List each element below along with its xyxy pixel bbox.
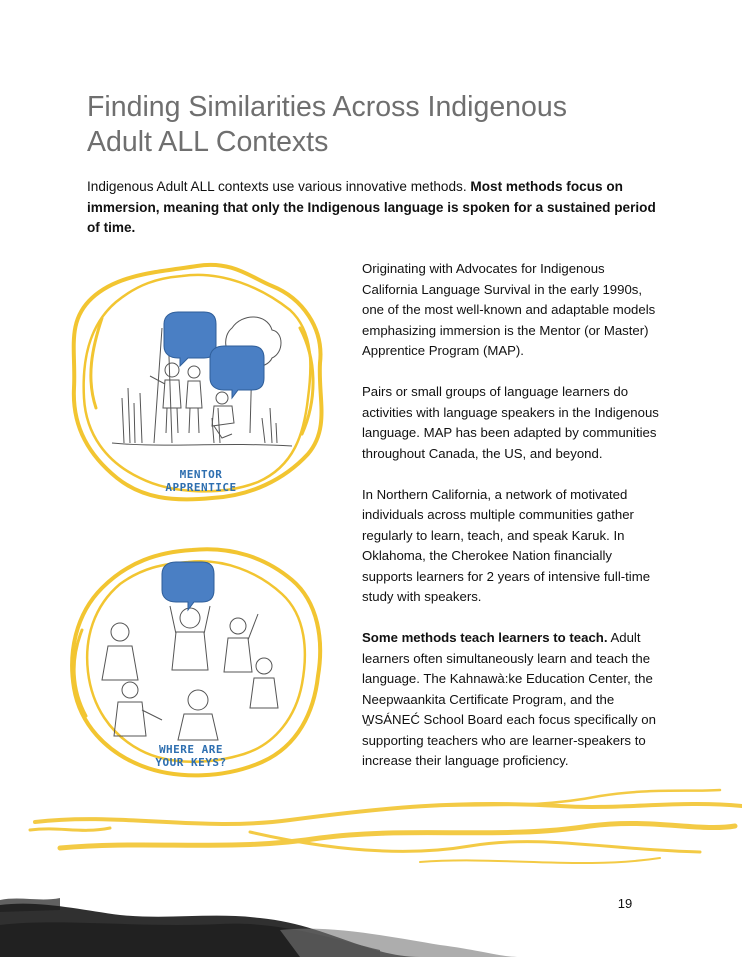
person-body [114,702,162,736]
grass [122,388,277,443]
person-body [186,381,202,433]
person-head [230,618,246,634]
speech-bubble [164,312,216,366]
person-body [150,376,181,433]
person-body [250,678,278,708]
person-body [102,646,138,680]
caption-line: WHERE ARE [158,743,224,756]
caption-line: MENTOR [179,468,223,481]
yellow-halo-ring [84,275,311,492]
person-head [188,366,200,378]
intro-paragraph [87,177,657,239]
ground-line [112,443,292,446]
person-body [178,714,218,740]
paragraph-map-origin: Originating with Advocates for Indigenous California Language Survival in the early 1990s, one of the most well-known and adaptable models emphasizing immersion is the Mentor (or Master) Apprentice Program (MAP). [362,261,656,358]
intro-bold-text: Most methods focus on immersion, meaning that only the Indigenous language is spoken for a sustained period of time. [87,179,656,235]
paragraph-teach-learners [362,628,662,772]
yellow-brush-stroke [30,828,110,830]
yellow-halo-ring [300,328,313,434]
person-head [256,658,272,674]
mentor-apprentice-caption [146,468,256,494]
yellow-brush-stroke [420,858,660,863]
person-body [224,614,258,672]
caption-line: APPRENTICE [165,481,237,494]
intro-plain-text: Indigenous Adult ALL contexts use various innovative methods. [87,179,471,194]
person-head [111,623,129,641]
yellow-brush-stroke [35,804,742,824]
title-line-1: Finding Similarities Across Indigenous [87,91,567,123]
caption-line: YOUR KEYS? [155,756,227,769]
person-body [212,406,234,438]
paragraph-karuk-cherokee: In Northern California, a network of motivated individuals across multiple communities gather regularly to learn, teach, and speak Karuk. In Oklahoma, the Cherokee Nation financially supports learners for 2 years of intensive full-time study with speakers. [362,486,651,604]
person-head [122,682,138,698]
yellow-halo-ring [91,318,102,408]
page-number: 19 [617,896,633,911]
person-head [165,363,179,377]
person-head [180,608,200,628]
person-body [170,606,210,670]
paragraph-plain-text: Adult learners often simultaneously learn and teach the language. The Kahnawà:ke Education Center, the Neepwaankita Certificate Program, and the W̱SÁNEĆ School Board each focus specifically on supporting teachers who are learner-speakers to increase their language proficiency. [362,630,656,768]
paragraph-map-pairs: Pairs or small groups of language learners do activities with language speakers in the Indigenous language. MAP has been adapted by communities throughout Canada, the US, and beyond. [362,384,659,461]
person-head [216,392,228,404]
page-title [87,90,687,160]
yellow-brush-stroke [60,823,735,848]
title-line-2: Adult ALL Contexts [87,126,329,158]
person-head [188,690,208,710]
where-are-your-keys-caption [136,743,246,769]
speech-bubble [210,346,264,398]
speech-bubble [162,562,214,610]
paragraph-bold-lead: Some methods teach learners to teach. [362,630,608,645]
black-ink-wash [0,898,520,957]
body-column [362,259,662,792]
